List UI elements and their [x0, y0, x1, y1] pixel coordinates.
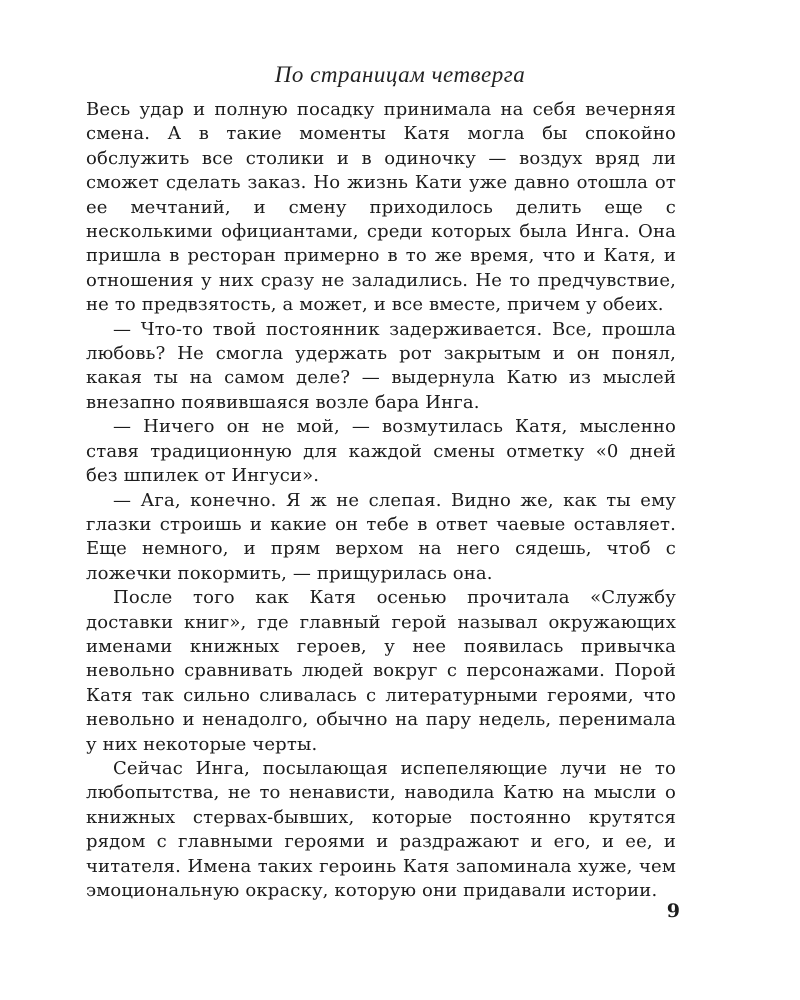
paragraph: Сейчас Инга, посылающая испепеляющие лучи не то любопытства, не то ненависти, наводила Катю на мысли о книжных стервах-бывших, которые постоянно крутятся рядом с главными героями и раздражают и его, и ее, и читателя. Имена таких героинь Катя запоминала хуже, чем эмоциональную окраску, которую они придавали истории.	[86, 757, 676, 901]
paragraph: Весь удар и полную посадку принимала на себя вечерняя смена. А в такие моменты Катя могла бы спокойно обслужить все столики и в одиночку — воздух вряд ли сможет сделать заказ. Но жизнь Кати уже давно отошла от ее мечтаний, и смену приходилось делить еще с несколькими официантами, среди которых была Инга. Она пришла в ресторан примерно в то же время, что и Катя, и отношения у них сразу не заладились. Не то предчувствие, не то предвзятость, а может, и все вместе, причем у обеих.	[86, 99, 676, 316]
paragraph: После того как Катя осенью прочитала «Службу доставки книг», где главный герой называл окружающих именами книжных героев, у нее появилась привычка невольно сравнивать людей вокруг с персонажами. Порой Катя так сильно сливалась с литературными героями, что невольно и ненадолго, обычно на пару недель, перенимала у них некоторые черты.	[86, 587, 676, 755]
paragraph: — Что-то твой постоянник задерживается. Все, прошла любовь? Не смогла удержать рот закрытым и он понял, какая ты на самом деле? — выдернула Катю из мыслей внезапно появившаяся возле бара Инга.	[86, 318, 676, 413]
paragraph: — Ничего он не мой, — возмутилась Катя, мысленно ставя традиционную для каждой смены отметку «0 дней без шпилек от Ингуси».	[86, 416, 676, 487]
running-head: По страницам четверга	[274, 62, 526, 87]
paragraph: — Ага, конечно. Я ж не слепая. Видно же, как ты ему глазки строишь и какие он тебе в ответ чаевые оставляет. Еще немного, и прям верхом на него сядешь, чтоб с ложечки покормить, — прищурилась она.	[86, 489, 676, 584]
page-number: 9	[666, 900, 680, 922]
body-text	[86, 98, 676, 903]
